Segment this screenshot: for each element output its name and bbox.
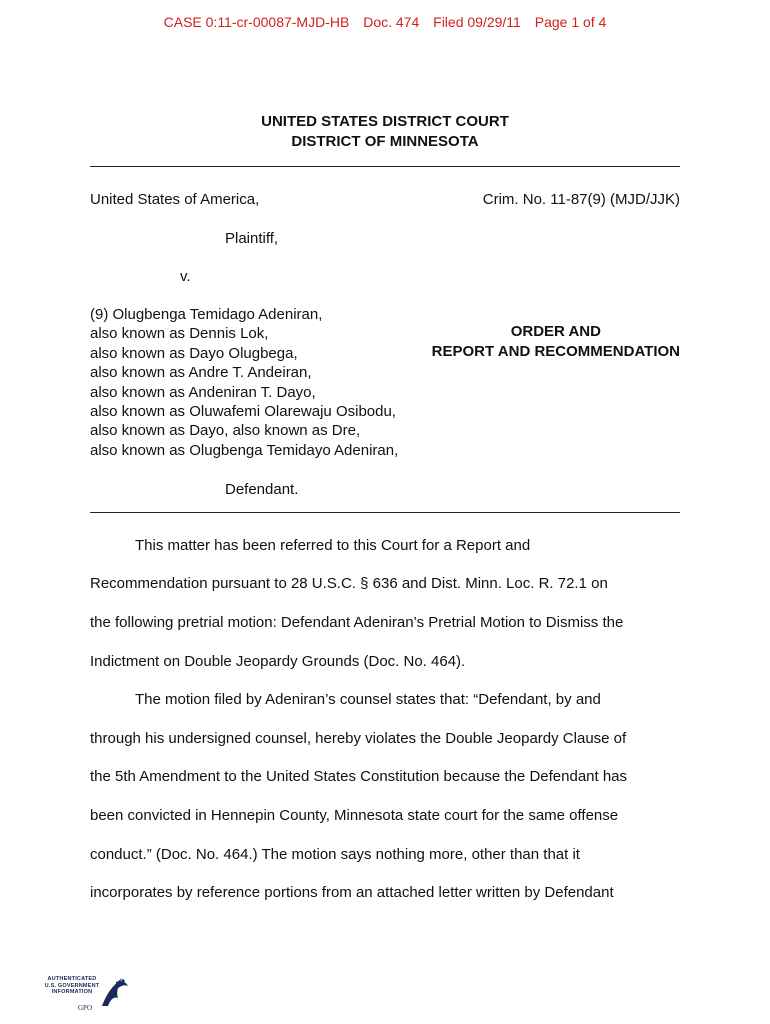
body-line: This matter has been referred to this Court for a Report and [135, 537, 531, 554]
body-line: been convicted in Hennepin County, Minnesota state court for the same offense [90, 807, 619, 824]
body-line: the 5th Amendment to the United States Constitution because the Defendant has [90, 768, 628, 785]
defendant-line: also known as Dennis Lok, [90, 325, 269, 343]
court-name [0, 112, 770, 152]
defendant-label: Defendant. [225, 481, 299, 498]
body-line: Indictment on Double Jeopardy Grounds (Doc. No. 464). [90, 653, 466, 670]
order-title [432, 322, 680, 362]
doc-number: Doc. 474 [363, 14, 420, 30]
defendant-line: also known as Oluwafemi Olarewaju Osibodu, [90, 403, 396, 421]
defendant-line: also known as Dayo Olugbega, [90, 344, 298, 362]
body-line: Recommendation pursuant to 28 U.S.C. § 636 and Dist. Minn. Loc. R. 72.1 on [90, 575, 608, 592]
order-title-line-1: ORDER AND [510, 323, 601, 340]
body-line: The motion filed by Adeniran’s counsel states that: “Defendant, by and [135, 691, 601, 708]
gpo-logo-text: AUTHENTICATED U.S. GOVERNMENT INFORMATION [44, 976, 100, 995]
defendant-line: also known as Andeniran T. Dayo, [90, 383, 316, 401]
case-number: CASE 0:11-cr-00087-MJD-HB [163, 14, 350, 30]
defendant-line: also known as Dayo, also known as Dre, [90, 422, 361, 440]
gpo-mark: GPO [78, 1004, 93, 1012]
ecf-header [0, 14, 770, 30]
eagle-icon [96, 972, 130, 1012]
caption-divider [90, 512, 680, 513]
plaintiff-name: United States of America, [90, 191, 260, 208]
crim-number: Crim. No. 11-87(9) (MJD/JJK) [482, 191, 680, 208]
top-divider [90, 166, 680, 167]
defendant-line: also known as Olugbenga Temidayo Adeniran, [90, 441, 399, 459]
body-line: the following pretrial motion: Defendant Adeniran’s Pretrial Motion to Dismiss the [90, 614, 624, 631]
court-line-2: DISTRICT OF MINNESOTA [291, 133, 479, 150]
body-line: incorporates by reference portions from an attached letter written by Defendant [90, 884, 614, 901]
versus: v. [180, 268, 191, 285]
plaintiff-label: Plaintiff, [225, 230, 279, 247]
defendant-line: also known as Andre T. Andeiran, [90, 364, 312, 382]
defendant-line: (9) Olugbenga Temidago Adeniran, [90, 306, 323, 323]
body-line: conduct.” (Doc. No. 464.) The motion says nothing more, other than that it [90, 846, 580, 863]
page-indicator: Page 1 of 4 [534, 14, 607, 30]
filed-date: Filed 09/29/11 [433, 14, 521, 30]
body-line: through his undersigned counsel, hereby violates the Double Jeopardy Clause of [90, 730, 627, 747]
court-line-1: UNITED STATES DISTRICT COURT [261, 113, 509, 130]
gpo-authentication-logo [44, 972, 134, 1016]
defendant-names [90, 305, 398, 460]
order-title-line-2: REPORT AND RECOMMENDATION [431, 343, 680, 360]
